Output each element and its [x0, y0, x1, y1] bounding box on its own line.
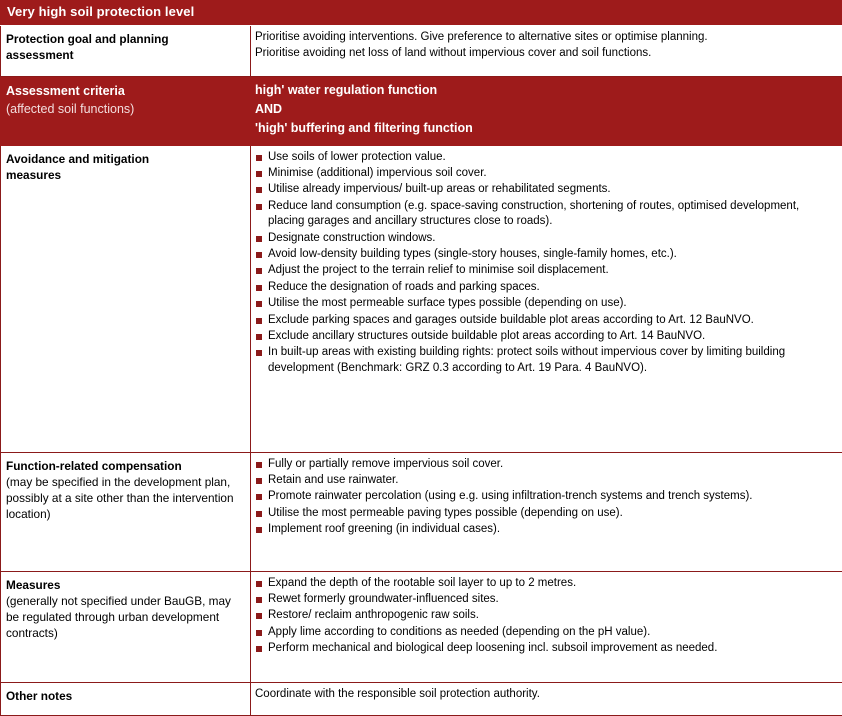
list-item-text: Implement roof greening (in individual cases). — [268, 523, 500, 535]
row-label-title-cont: measures — [6, 167, 245, 183]
list-item-text: Utilise already impervious/ built-up areas or rehabilitated segments. — [268, 183, 611, 195]
list-item — [255, 522, 837, 537]
value-line: Prioritise avoiding interventions. Give preference to alternative sites or optimise planning. — [255, 30, 837, 45]
criteria-line: 'high' buffering and filtering function — [255, 119, 837, 138]
bullet-square-icon — [256, 268, 262, 274]
list-item — [255, 199, 837, 230]
list-item — [255, 280, 837, 295]
banner-title: Very high soil protection level — [1, 1, 842, 26]
list-item-text: Expand the depth of the rootable soil layer to up to 2 metres. — [268, 577, 576, 589]
table-banner-row — [1, 1, 842, 26]
list-item — [255, 625, 837, 640]
list-item — [255, 473, 837, 488]
list-item-text: Designate construction windows. — [268, 232, 435, 244]
list-item-text: Utilise the most permeable paving types possible (depending on use). — [268, 507, 623, 519]
list-item-text: Perform mechanical and biological deep loosening incl. subsoil improvement as needed. — [268, 642, 717, 654]
row-label-title: Function-related compensation — [6, 458, 245, 474]
bullet-square-icon — [256, 301, 262, 307]
list-item — [255, 592, 837, 607]
list-item — [255, 489, 837, 504]
list-item — [255, 329, 837, 344]
list-item — [255, 166, 837, 181]
row-label-title: Protection goal and planning — [6, 31, 245, 47]
row-label-title: Other notes — [6, 688, 245, 704]
row-label-avoidance-mitigation — [1, 145, 251, 452]
table-row — [1, 25, 842, 76]
bullet-square-icon — [256, 204, 262, 210]
bullet-square-icon — [256, 462, 262, 468]
list-item-text: Use soils of lower protection value. — [268, 151, 446, 163]
bullet-list — [255, 457, 837, 538]
row-label-title: Assessment criteria — [6, 82, 245, 100]
table-row — [1, 571, 842, 682]
bullet-square-icon — [256, 527, 262, 533]
bullet-square-icon — [256, 252, 262, 258]
row-label-protection-goal — [1, 25, 251, 76]
row-label-assessment-criteria — [1, 76, 251, 145]
row-label-subtitle: (affected soil functions) — [6, 100, 245, 118]
row-value-function-related-compensation — [251, 452, 842, 571]
value-line: Coordinate with the responsible soil protection authority. — [255, 687, 837, 702]
list-item — [255, 231, 837, 246]
bullet-square-icon — [256, 285, 262, 291]
list-item — [255, 345, 837, 376]
list-item — [255, 457, 837, 472]
row-value-protection-goal — [251, 25, 842, 76]
criteria-conjunction: AND — [255, 100, 837, 119]
row-label-title-cont: assessment — [6, 47, 245, 63]
bullet-square-icon — [256, 318, 262, 324]
list-item — [255, 576, 837, 591]
bullet-square-icon — [256, 236, 262, 242]
list-item — [255, 150, 837, 165]
bullet-list — [255, 150, 837, 377]
value-line: Prioritise avoiding net loss of land without impervious cover and soil functions. — [255, 46, 837, 61]
list-item — [255, 296, 837, 311]
row-label-subtitle: (generally not specified under BauGB, may be regulated through urban development contracts) — [6, 593, 245, 642]
list-item-text: Exclude parking spaces and garages outside buildable plot areas according to Art. 12 BauNVO. — [268, 314, 754, 326]
criteria-line: high' water regulation function — [255, 81, 837, 100]
table-row — [1, 452, 842, 571]
bullet-square-icon — [256, 646, 262, 652]
list-item-text: Exclude ancillary structures outside buildable plot areas according to Art. 14 BauNVO. — [268, 330, 705, 342]
list-item — [255, 641, 837, 656]
list-item-text: Rewet formerly groundwater-influenced sites. — [268, 593, 499, 605]
list-item-text: Restore/ reclaim anthropogenic raw soils. — [268, 609, 479, 621]
row-value-assessment-criteria — [251, 76, 842, 145]
bullet-square-icon — [256, 494, 262, 500]
list-item-text: Adjust the project to the terrain relief to minimise soil displacement. — [268, 264, 609, 276]
list-item-text: In built-up areas with existing building rights: protect soils without impervious cover by limiting building development (Benchmark: GRZ 0.3 according to Art. 19 Para. 4 BauNVO). — [268, 346, 785, 373]
list-item — [255, 313, 837, 328]
list-item-text: Reduce land consumption (e.g. space-saving construction, shortening of routes, optimised development, placing garages and ancillary structures close to roads). — [268, 200, 799, 227]
list-item-text: Retain and use rainwater. — [268, 474, 398, 486]
list-item — [255, 247, 837, 262]
bullet-square-icon — [256, 171, 262, 177]
row-value-other-notes — [251, 682, 842, 715]
bullet-square-icon — [256, 613, 262, 619]
bullet-square-icon — [256, 155, 262, 161]
row-label-title: Measures — [6, 577, 245, 593]
table-row — [1, 682, 842, 715]
row-value-measures — [251, 571, 842, 682]
list-item — [255, 608, 837, 623]
list-item-text: Avoid low-density building types (single-story houses, single-family homes, etc.). — [268, 248, 677, 260]
bullet-square-icon — [256, 630, 262, 636]
list-item — [255, 182, 837, 197]
list-item-text: Utilise the most permeable surface types possible (depending on use). — [268, 297, 627, 309]
list-item-text: Minimise (additional) impervious soil cover. — [268, 167, 487, 179]
row-value-avoidance-mitigation — [251, 145, 842, 452]
bullet-square-icon — [256, 581, 262, 587]
bullet-list — [255, 576, 837, 657]
row-label-other-notes — [1, 682, 251, 715]
bullet-square-icon — [256, 187, 262, 193]
list-item-text: Promote rainwater percolation (using e.g. using infiltration-trench systems and trench systems). — [268, 490, 753, 502]
bullet-square-icon — [256, 350, 262, 356]
bullet-square-icon — [256, 478, 262, 484]
list-item — [255, 506, 837, 521]
row-label-subtitle: (may be specified in the development plan, possibly at a site other than the intervention location) — [6, 474, 245, 523]
bullet-square-icon — [256, 511, 262, 517]
list-item-text: Fully or partially remove impervious soil cover. — [268, 458, 503, 470]
list-item-text: Reduce the designation of roads and parking spaces. — [268, 281, 540, 293]
table-row — [1, 76, 842, 145]
bullet-square-icon — [256, 597, 262, 603]
bullet-square-icon — [256, 334, 262, 340]
list-item — [255, 263, 837, 278]
row-label-title: Avoidance and mitigation — [6, 151, 245, 167]
table-row — [1, 145, 842, 452]
row-label-function-related-compensation — [1, 452, 251, 571]
list-item-text: Apply lime according to conditions as needed (depending on the pH value). — [268, 626, 650, 638]
row-label-measures — [1, 571, 251, 682]
